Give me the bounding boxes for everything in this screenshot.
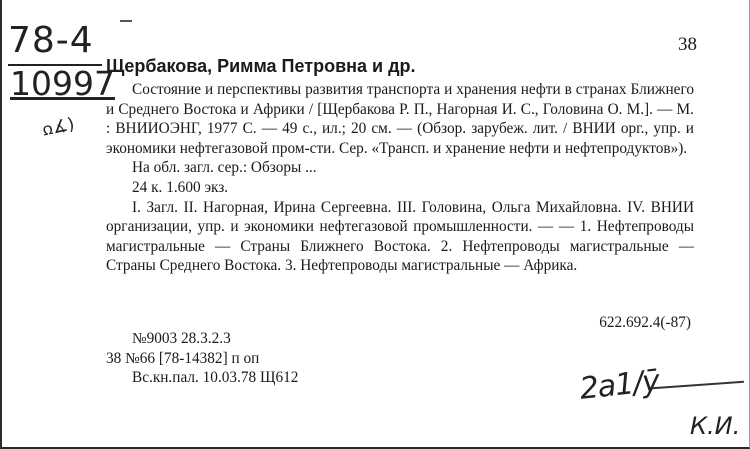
author-heading: Щербакова, Римма Петровна и др.: [106, 56, 416, 76]
call-number-top: 78-4: [8, 20, 94, 61]
tech-line: №9003 28.3.2.3: [132, 330, 231, 347]
series-note: На обл. загл. сер.: Обзоры ...: [132, 159, 317, 177]
signature-stroke: [652, 381, 744, 389]
technical-lines: [106, 329, 298, 388]
tracings-paragraph: I. Загл. II. Нагорная, Ирина Сергеевна. III. Головина, Ольга Михайловна. IV. ВНИИ организации, упр. и экономики нефтегазовой промышленности. — — 1. Нефтепроводы магистральные — Страны Ближнего Востока. 2. Нефтепроводы магистральные — Страны Среднего Востока. 3. Нефтепроводы магистральные — Африка.: [106, 198, 694, 275]
call-number-bottom: 10997: [10, 64, 115, 103]
card-body: [106, 80, 694, 276]
handwritten-signature: 2а1/ӯ: [578, 363, 661, 407]
ink-dash: [120, 20, 132, 22]
description-paragraph: Состояние и перспективы развития транспорта и хранения нефти в странах Ближнего и Среднего Востока и Африки / [Щербакова Р. П., Нагорная И. С., Головина О. М.]. — М. : ВНИИОЭНГ, 1977 С. — 49 с., ил.; 20 см. — (Обзор. зарубеж. лит. / ВНИИ орг., упр. и экономики нефтегазовой пром-сти. Сер. «Трансп. и хранение нефти и нефтепродуктов»).: [106, 81, 694, 157]
tech-line: 38 №66 [78-14382] п оп: [106, 349, 260, 367]
handwritten-side-mark: ꭥ∡): [40, 114, 77, 141]
classification-number: 622.692.4(-87): [599, 314, 691, 331]
price-note: 24 к. 1.600 экз.: [132, 178, 229, 196]
tech-line: Вс.кн.пал. 10.03.78 Щ612: [132, 369, 299, 387]
handwritten-initials: К.И.: [690, 412, 741, 440]
page-number: 38: [678, 34, 697, 55]
